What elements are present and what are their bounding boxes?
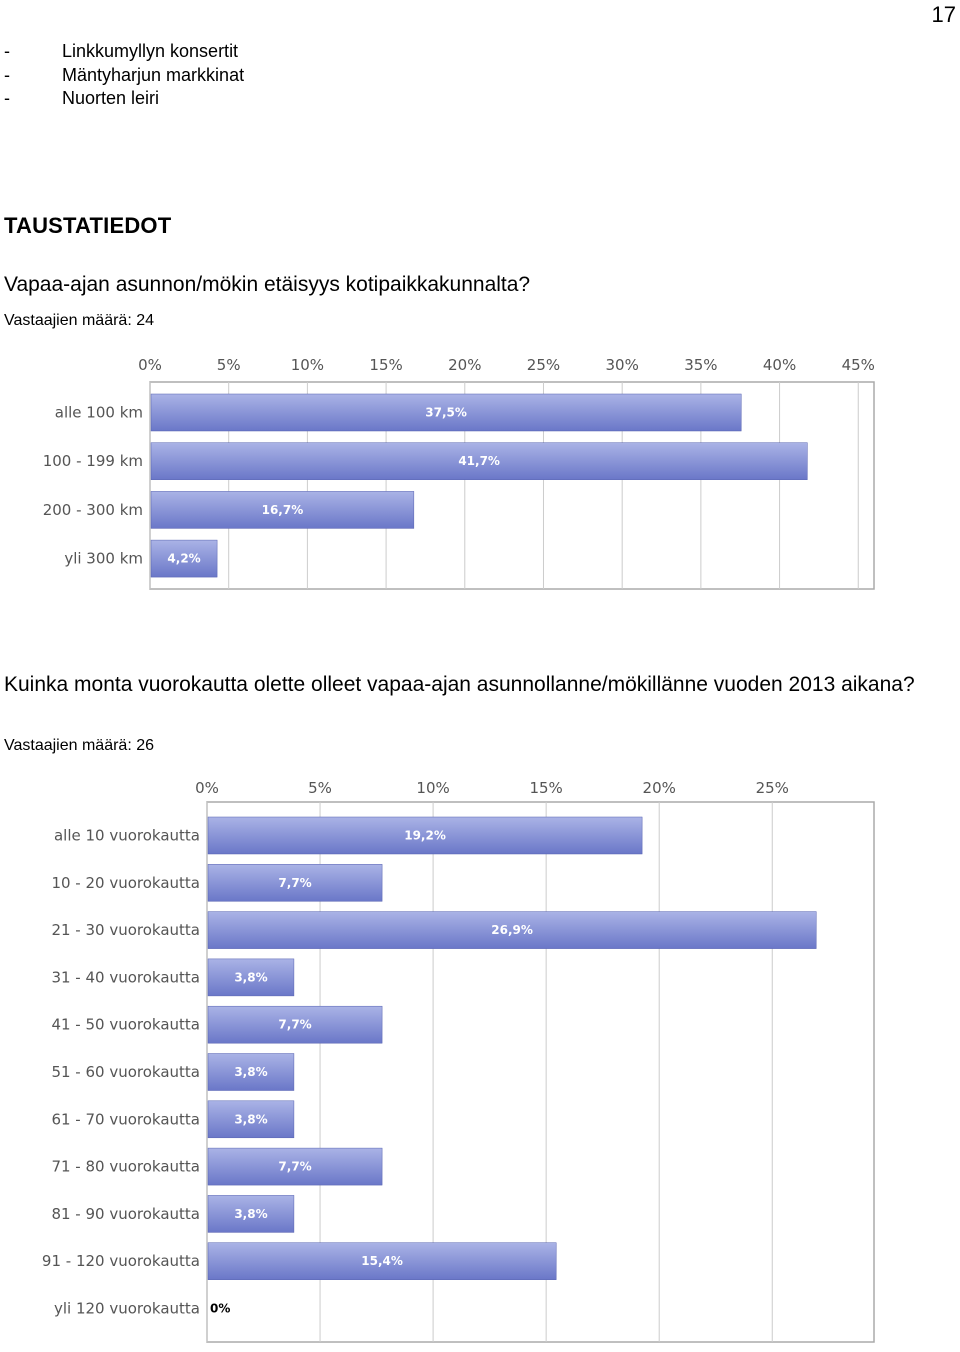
x-tick-label: 0% [195, 779, 219, 797]
data-label: 7,7% [278, 1159, 312, 1174]
list-item: - Mäntyharjun markkinat [4, 64, 244, 88]
data-label: 16,7% [261, 502, 304, 517]
category-label: yli 300 km [64, 549, 143, 568]
category-label: 21 - 30 vuorokautta [51, 921, 200, 940]
category-label: 91 - 120 vuorokautta [41, 1252, 200, 1271]
x-tick-label: 30% [605, 356, 639, 374]
data-label: 7,7% [278, 875, 312, 890]
category-label: 200 - 300 km [42, 500, 143, 519]
x-tick-label: 45% [841, 356, 875, 374]
data-label: 19,2% [404, 828, 446, 843]
x-tick-label: 10% [290, 356, 325, 374]
event-list [4, 40, 244, 111]
x-tick-label: 25% [526, 356, 561, 374]
data-label: 3,8% [234, 1065, 268, 1079]
category-label: 10 - 20 vuorokautta [51, 873, 200, 892]
question2-respondent-count: Vastaajien määrä: 26 [4, 737, 155, 754]
question2-title: Kuinka monta vuorokautta olette olleet vapaa-ajan asunnollanne/mökillänne vuoden 2013 aikana? [4, 673, 915, 696]
x-tick-label: 40% [762, 356, 797, 374]
category-label: 31 - 40 vuorokautta [51, 968, 200, 987]
data-label: 15,4% [361, 1254, 403, 1269]
question1-respondent-count: Vastaajien määrä: 24 [4, 312, 155, 329]
data-label: 37,5% [425, 405, 467, 420]
category-label: alle 10 vuorokautta [53, 826, 200, 845]
x-tick-label: 5% [308, 779, 332, 797]
category-label: yli 120 vuorokautta [53, 1299, 200, 1318]
section-title: TAUSTATIEDOT [4, 213, 172, 238]
category-label: 41 - 50 vuorokautta [51, 1015, 200, 1034]
x-tick-label: 15% [529, 779, 563, 797]
category-label: 100 - 199 km [42, 452, 143, 471]
data-label: 26,9% [491, 923, 533, 938]
days-bar-chart [0, 772, 960, 1352]
category-label: alle 100 km [54, 403, 143, 422]
x-tick-label: 35% [684, 356, 718, 374]
x-tick-label: 20% [448, 356, 482, 374]
category-label: 51 - 60 vuorokautta [51, 1063, 200, 1081]
x-tick-label: 25% [755, 779, 789, 797]
list-item: - Nuorten leiri [4, 87, 244, 111]
list-item: - Linkkumyllyn konsertit [4, 40, 244, 64]
x-tick-label: 10% [416, 779, 450, 797]
x-tick-label: 0% [138, 356, 162, 374]
category-label: 61 - 70 vuorokautta [51, 1110, 200, 1129]
question1-title: Vapaa-ajan asunnon/mökin etäisyys kotipaikkakunnalta? [4, 273, 531, 296]
category-label: 81 - 90 vuorokautta [51, 1204, 200, 1223]
data-label: 4,2% [167, 551, 201, 566]
data-label: 7,7% [278, 1017, 312, 1032]
data-label: 0% [210, 1301, 231, 1316]
x-tick-label: 5% [216, 356, 241, 374]
distance-bar-chart [0, 350, 960, 600]
x-tick-label: 15% [369, 356, 403, 374]
data-label: 3,8% [234, 970, 268, 985]
page-number: 17 [931, 2, 956, 27]
category-label: 71 - 80 vuorokautta [51, 1157, 200, 1176]
data-label: 3,8% [234, 1112, 268, 1127]
data-label: 41,7% [458, 454, 500, 469]
data-label: 3,8% [234, 1206, 268, 1221]
x-tick-label: 20% [642, 779, 676, 797]
